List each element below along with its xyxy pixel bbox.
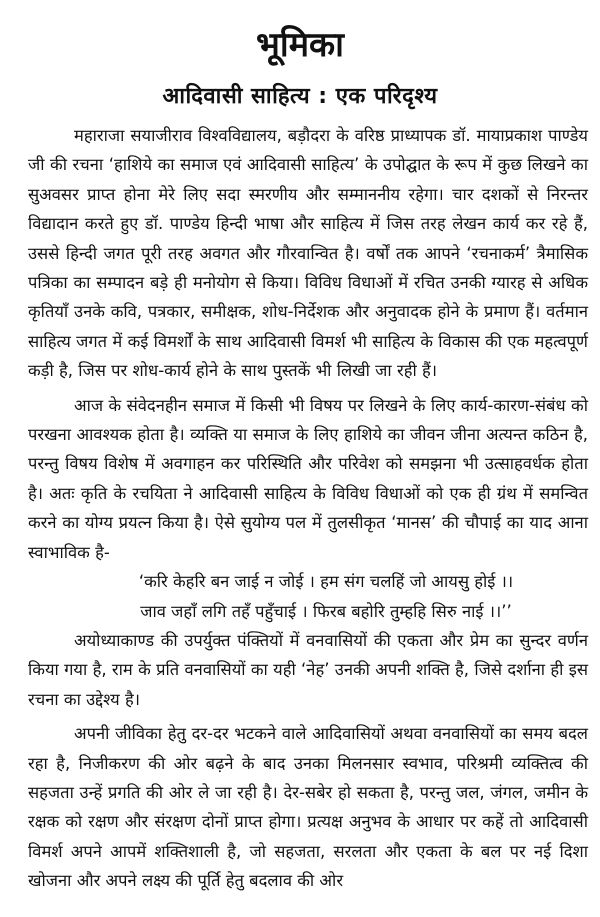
verse-line-1: ‘करि केहरि बन जाई न जोई । हम संग चलहिं जो आयसु होई ।। (138, 572, 514, 592)
paragraph-4: अपनी जीविका हेतु दर-दर भटकने वाले आदिवासियों अथवा वनवासियों का समय बदल रहा है, निजीकरण की ओर बढ़ने के बाद उनका मिलनसार स्वभाव, परिश्रमी व्यक्तित्व की सहजता उन्हें प्रगति की ओर ले जा रही है। देर-सबेर हो सकता है, परन्तु जल, जंगल, जमीन के रक्षक को रक्षण और संरक्षण दोनों प्राप्त होगा। प्रत्यक्ष अनुभव के आधार पर कहें तो आदिवासी विमर्श अपने आपमें शक्तिशाली है, जो सहजता, सरलता और एकता के बल पर नई दिशा खोजना और अपने लक्ष्य की पूर्ति हेतु बदलाव की ओर (28, 724, 588, 891)
paragraph-3: अयोध्याकाण्ड की उपर्युक्त पंक्तियों में वनवासियों की एकता और प्रेम का सुन्दर वर्णन किया गया है, राम के प्रति वनवासियों का यही ‘नेह’ उनकी अपनी शक्ति है, जिसे दर्शाना ही इस रचना का उद्देश्य है। (28, 630, 588, 709)
page-title: भूमिका (256, 25, 344, 65)
paragraph-2: आज के संवेदनहीन समाज में किसी भी विषय पर लिखने के लिए कार्य-कारण-संबंध को परखना आवश्यक होता है। व्यक्ति या समाज के लिए हाशिये का जीवन जीना अत्यन्त कठिन है, परन्तु विषय विशेष में अवगाहन कर परिस्थिति और परिवेश को समझना भी उत्साहवर्धक होता है। अतः कृति के रचयिता ने आदिवासी साहित्य के विविध विधाओं को एक ही ग्रंथ में समन्वित करने का योग्य प्रयत्न किया है। ऐसे सुयोग्य पल में तुलसीकृत ‘मानस’ की चौपाई का याद आना स्वाभाविक है- (28, 395, 588, 562)
document-body (28, 121, 588, 896)
section-subtitle: आदिवासी साहित्य : एक परिदृश्य (162, 84, 438, 109)
paragraph-1: महाराजा सयाजीराव विश्वविद्यालय, बड़ौदरा के वरिष्ठ प्राध्यापक डॉ. मायाप्रकाश पाण्डेय जी की रचना ‘हाशिये का समाज एवं आदिवासी साहित्य’ के उपोद्घात के रूप में कुछ लिखने का सुअवसर प्राप्त होना मेरे लिए सदा स्मरणीय और सम्माननीय रहेगा। चार दशकों से निरन्तर विद्यादान करते हुए डॉ. पाण्डेय हिन्दी भाषा और साहित्य में जिस तरह लेखन कार्य कर रहे हैं, उससे हिन्दी जगत पूरी तरह अवगत और गौरवान्वित है। वर्षों तक आपने ‘रचनाकर्म’ त्रैमासिक पत्रिका का सम्पादन बड़े ही मनोयोग से किया। विविध विधाओं में रचित उनकी ग्यारह से अधिक कृतियाँ उनके कवि, पत्रकार, समीक्षक, शोध-निर्देशक और अनुवादक होने के प्रमाण हैं। वर्तमान साहित्य जगत में कई विमर्शों के साथ आदिवासी विमर्श भी साहित्य के विकास की एक महत्वपूर्ण कड़ी है, जिस पर शोध-कार्य होने के साथ पुस्तकें भी लिखी जा रही हैं। (28, 126, 588, 381)
verse-line-2: जाव जहाँ लगि तहँ पहुँचाई । फिरब बहोरि तुम्हहि सिरु नाई ।।’’ (140, 601, 512, 621)
